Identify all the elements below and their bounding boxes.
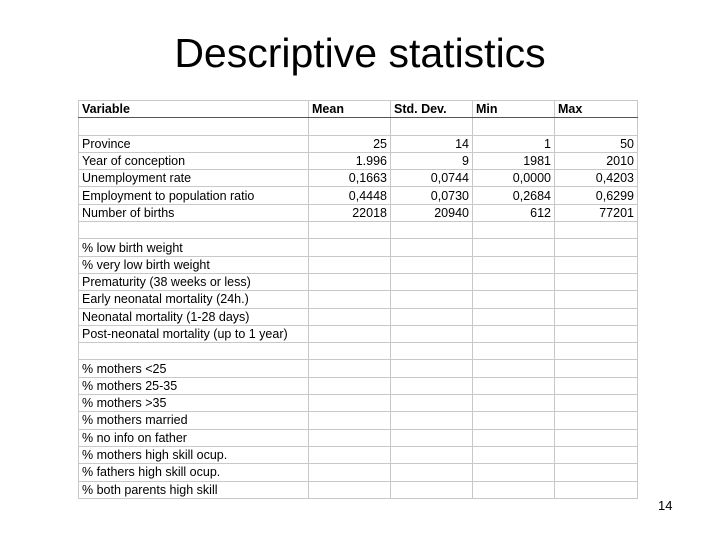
value-cell [391,291,473,308]
value-cell [391,308,473,325]
value-cell: 50 [555,135,638,152]
variable-cell: % mothers married [79,412,309,429]
value-cell [309,481,391,498]
value-cell [555,222,638,239]
value-cell [391,256,473,273]
value-cell [555,291,638,308]
variable-cell: Province [79,135,309,152]
value-cell [473,239,555,256]
value-cell [309,239,391,256]
slide-title: Descriptive statistics [174,30,546,76]
value-cell [391,464,473,481]
value-cell: 22018 [309,204,391,221]
value-cell: 612 [473,204,555,221]
table-row [79,412,638,429]
value-cell [473,412,555,429]
variable-cell: % no info on father [79,429,309,446]
value-cell [309,360,391,377]
value-cell: 0,2684 [473,187,555,204]
value-cell [391,377,473,394]
value-cell [555,118,638,135]
table-row [79,273,638,290]
value-cell [309,222,391,239]
header-min: Min [473,101,555,118]
value-cell [555,481,638,498]
value-cell [391,273,473,290]
value-cell: 20940 [391,204,473,221]
variable-cell [79,343,309,360]
page-number: 14 [658,498,673,513]
value-cell [555,412,638,429]
value-cell [391,395,473,412]
variable-cell: Number of births [79,204,309,221]
table-row [79,239,638,256]
value-cell: 0,0730 [391,187,473,204]
descriptive-statistics-table [78,100,638,499]
value-cell [555,429,638,446]
value-cell [309,464,391,481]
variable-cell: % mothers 25-35 [79,377,309,394]
value-cell [391,412,473,429]
table-row [79,308,638,325]
value-cell [309,291,391,308]
value-cell: 0,4448 [309,187,391,204]
value-cell [473,291,555,308]
variable-cell: % mothers high skill ocup. [79,446,309,463]
value-cell: 0,0000 [473,170,555,187]
value-cell: 77201 [555,204,638,221]
value-cell [473,446,555,463]
value-cell [309,325,391,342]
header-std-dev: Std. Dev. [391,101,473,118]
value-cell [309,343,391,360]
value-cell [555,325,638,342]
header-mean: Mean [309,101,391,118]
value-cell [473,256,555,273]
table-row [79,360,638,377]
header-max: Max [555,101,638,118]
value-cell [473,360,555,377]
variable-cell: Prematurity (38 weeks or less) [79,273,309,290]
value-cell [309,308,391,325]
value-cell [473,343,555,360]
variable-cell: Year of conception [79,152,309,169]
variable-cell: Post-neonatal mortality (up to 1 year) [79,325,309,342]
value-cell: 1.996 [309,152,391,169]
value-cell [309,273,391,290]
table-row [79,464,638,481]
value-cell [473,429,555,446]
value-cell [391,429,473,446]
value-cell: 0,6299 [555,187,638,204]
value-cell [309,256,391,273]
value-cell [391,222,473,239]
value-cell: 14 [391,135,473,152]
value-cell [473,481,555,498]
value-cell [473,118,555,135]
value-cell [555,256,638,273]
value-cell: 25 [309,135,391,152]
value-cell [555,343,638,360]
table-row [79,204,638,221]
header-variable: Variable [79,101,309,118]
table-body [79,118,638,499]
value-cell: 9 [391,152,473,169]
value-cell: 1981 [473,152,555,169]
variable-cell: % both parents high skill [79,481,309,498]
value-cell [391,239,473,256]
variable-cell: % low birth weight [79,239,309,256]
value-cell [555,308,638,325]
value-cell [391,118,473,135]
variable-cell: Unemployment rate [79,170,309,187]
value-cell [555,395,638,412]
table-row [79,170,638,187]
table-row [79,118,638,135]
table-row [79,429,638,446]
value-cell [309,395,391,412]
value-cell: 0,1663 [309,170,391,187]
table-row [79,446,638,463]
table-row [79,481,638,498]
table-row [79,343,638,360]
value-cell [473,273,555,290]
value-cell [473,325,555,342]
value-cell: 0,4203 [555,170,638,187]
table-row [79,187,638,204]
value-cell [555,446,638,463]
variable-cell [79,118,309,135]
value-cell [391,343,473,360]
variable-cell: % fathers high skill ocup. [79,464,309,481]
value-cell: 1 [473,135,555,152]
value-cell [473,222,555,239]
value-cell [309,412,391,429]
table-row [79,222,638,239]
value-cell [391,481,473,498]
value-cell [309,429,391,446]
variable-cell [79,222,309,239]
variable-cell: % mothers >35 [79,395,309,412]
value-cell: 0,0744 [391,170,473,187]
table-row [79,377,638,394]
value-cell [473,377,555,394]
variable-cell: Employment to population ratio [79,187,309,204]
variable-cell: Neonatal mortality (1-28 days) [79,308,309,325]
variable-cell: Early neonatal mortality (24h.) [79,291,309,308]
table-row [79,291,638,308]
value-cell [555,377,638,394]
value-cell [391,360,473,377]
table-header-row [79,101,638,118]
value-cell [309,377,391,394]
value-cell [555,360,638,377]
value-cell [473,308,555,325]
table-row [79,256,638,273]
value-cell [555,464,638,481]
value-cell [555,239,638,256]
table-row [79,152,638,169]
table-row [79,325,638,342]
value-cell [473,395,555,412]
table-row [79,395,638,412]
value-cell [391,446,473,463]
value-cell: 2010 [555,152,638,169]
value-cell [391,325,473,342]
value-cell [309,118,391,135]
table-row [79,135,638,152]
variable-cell: % mothers <25 [79,360,309,377]
value-cell [309,446,391,463]
variable-cell: % very low birth weight [79,256,309,273]
value-cell [473,464,555,481]
value-cell [555,273,638,290]
